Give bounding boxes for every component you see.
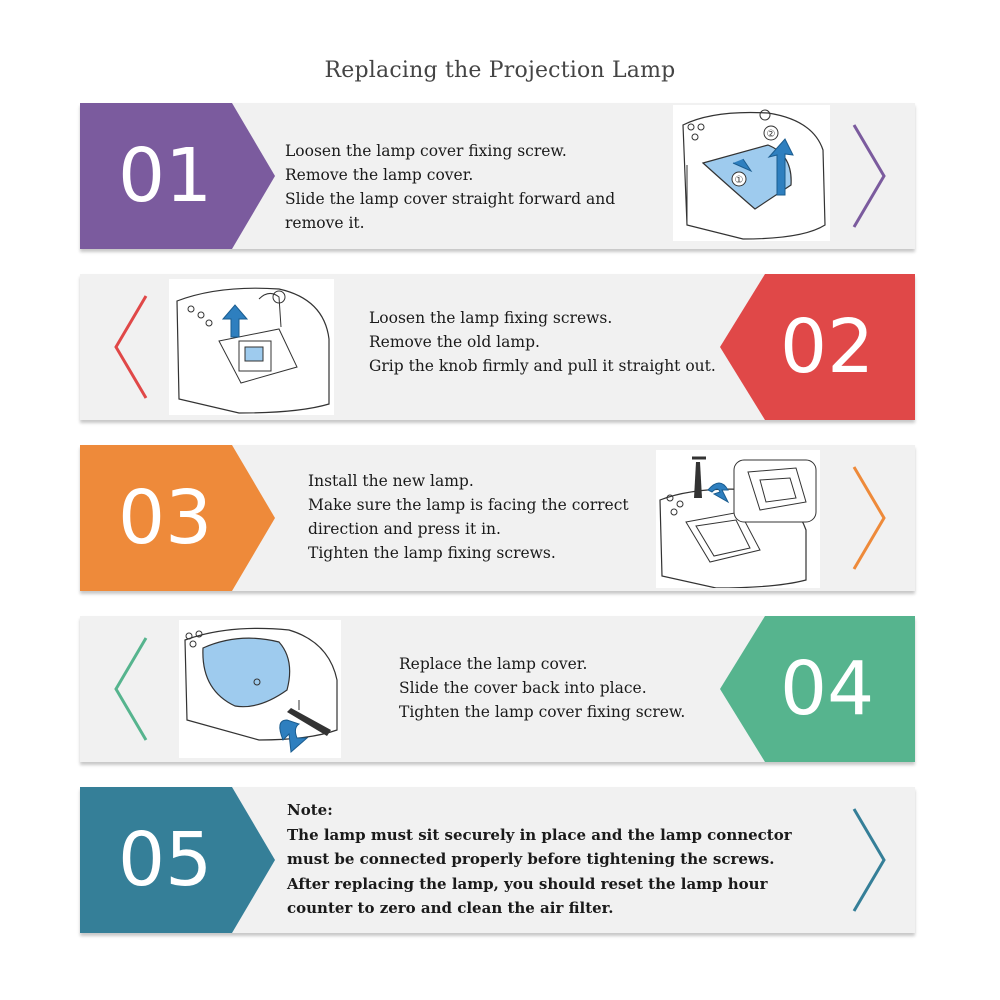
step-04-number: 04 [780,646,875,732]
step-02-number: 02 [780,304,875,390]
step-01-line: Slide the lamp cover straight forward and [285,190,616,208]
step-01-badge [80,103,275,249]
step-02-line: Remove the old lamp. [369,333,540,351]
chevron-left-icon[interactable] [110,292,150,402]
step-03-text [308,469,629,565]
chevron-left-icon[interactable] [110,634,150,744]
step-01-projector-illustration [673,105,830,241]
page-title: Replacing the Projection Lamp [324,58,676,83]
step-02-badge [720,274,915,420]
step-04-line: Tighten the lamp cover fixing screw. [399,703,686,721]
step-03-number: 03 [118,475,213,561]
note-line: counter to zero and clean the air filter. [287,899,614,917]
step-05-note [287,798,792,921]
step-02-panel [80,274,915,420]
step-01-line: Remove the lamp cover. [285,166,474,184]
step-03-line: Tighten the lamp fixing screws. [308,544,556,562]
step-03-line: Install the new lamp. [308,472,474,490]
step-01-line: remove it. [285,214,365,232]
step-04-panel [80,616,915,762]
step-02-projector-illustration [169,279,334,415]
step-03-projector-illustration [656,450,820,588]
step-02-line: Grip the knob firmly and pull it straight out. [369,357,716,375]
step-03-panel [80,445,915,591]
step-04-line: Replace the lamp cover. [399,655,588,673]
chevron-right-icon[interactable] [850,463,890,573]
step-01-line: Loosen the lamp cover fixing screw. [285,142,567,160]
step-03-badge [80,445,275,591]
note-heading: Note: [287,801,333,819]
step-01-number: 01 [118,133,213,219]
step-02-line: Loosen the lamp fixing screws. [369,309,613,327]
step-04-badge [720,616,915,762]
step-03-line: Make sure the lamp is facing the correct [308,496,629,514]
chevron-right-icon[interactable] [850,121,890,231]
step-04-projector-illustration [179,620,341,758]
step-04-line: Slide the cover back into place. [399,679,647,697]
note-line: must be connected properly before tightening the screws. [287,850,775,868]
step-01-text [285,139,615,235]
step-05-badge [80,787,275,933]
callout-1: ① [734,175,744,186]
step-03-line: direction and press it in. [308,520,501,538]
step-04-text [399,652,685,724]
step-01-panel [80,103,915,249]
chevron-right-icon[interactable] [850,805,890,915]
step-02-text [369,306,716,378]
note-line: After replacing the lamp, you should reset the lamp hour [287,874,768,893]
step-05-panel [80,787,915,933]
callout-2: ② [766,129,776,140]
note-line: The lamp must sit securely in place and the lamp connector [287,825,792,844]
step-05-number: 05 [118,817,213,903]
